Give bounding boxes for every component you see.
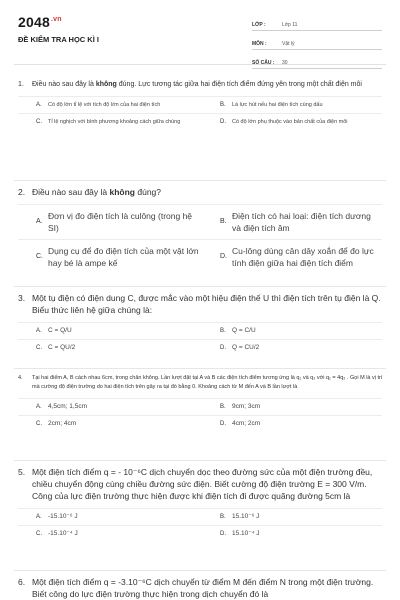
question-number: 4.	[18, 375, 23, 381]
option-text: -15.10⁻⁶ J	[48, 513, 78, 520]
option-letter: A.	[36, 102, 42, 108]
question-text: Một điện tích điểm q = - 10⁻⁶C dịch chuyển dọc theo đường sức của một điện trường đều, chiều chuyển động cùng chiều đường sức điện. Biết cường độ điện trường E = 300 V/m. Công của lực điện trường thực hiện được khi điện tích đi được quãng đường 5cm là	[32, 467, 373, 501]
option-b[interactable]	[202, 204, 382, 239]
question-text: Một điện tích điểm q = -3.10⁻⁶C dịch chuyển từ điểm M đến điểm N trong một điện trường. Biết công do lực điện trường thực hiện trong dịch chuyển đó là	[32, 577, 374, 599]
logo-domain: .vn	[50, 16, 62, 23]
option-letter: C.	[36, 531, 42, 537]
option-c[interactable]	[18, 415, 202, 432]
question-6	[18, 576, 384, 600]
option-text: Cu-lông dùng cân dây xoắn để đo lực tính điện giữa hai điện tích điểm	[232, 246, 374, 268]
options-grid	[18, 322, 384, 356]
meta-key: SỐ CÂU :	[252, 60, 275, 66]
stem-emphasis: không	[95, 81, 117, 88]
option-letter: A.	[36, 218, 43, 225]
site-logo[interactable]	[18, 14, 62, 30]
option-c[interactable]	[18, 339, 202, 356]
option-text: C = Q/U	[48, 327, 72, 334]
option-text: Dụng cụ để đo điện tích của một vật lớn hay bé là ampe kế	[48, 246, 199, 268]
option-letter: B.	[220, 218, 227, 225]
options-grid	[18, 96, 384, 130]
option-d[interactable]	[202, 113, 382, 130]
meta-row-count	[252, 53, 382, 69]
question-number: 1.	[18, 81, 24, 88]
meta-row-subject	[252, 34, 382, 50]
question-separator	[14, 180, 386, 181]
option-text: 15.10⁻⁴ J	[232, 530, 260, 537]
option-text: 15.10⁻⁶ J	[232, 513, 260, 520]
page-title: ĐỀ KIỂM TRA HỌC KÌ I	[18, 35, 99, 44]
option-b[interactable]	[202, 398, 382, 415]
question-stem	[18, 292, 384, 316]
option-text: Là lực hút nếu hai điện tích cùng dấu	[232, 102, 323, 108]
option-text: Q = CU/2	[232, 344, 260, 351]
option-text: Tỉ lệ nghịch với bình phương khoảng cách giữa chúng	[48, 119, 181, 125]
option-letter: A.	[36, 328, 42, 334]
option-a[interactable]	[18, 204, 202, 239]
stem-part: đúng?	[135, 187, 161, 197]
option-text: 4,5cm; 1,5cm	[48, 403, 88, 410]
option-letter: D.	[220, 345, 226, 351]
option-c[interactable]	[18, 239, 202, 274]
option-letter: A.	[36, 514, 42, 520]
question-number: 3.	[18, 293, 26, 303]
stem-part: Điều nào sau đây là	[32, 81, 96, 88]
meta-row-class	[252, 15, 382, 31]
option-c[interactable]	[18, 525, 202, 542]
option-letter: B.	[220, 102, 226, 108]
option-letter: D.	[220, 253, 227, 260]
option-text: 9cm; 3cm	[232, 403, 261, 410]
option-a[interactable]	[18, 96, 202, 113]
option-text: C = QU/2	[48, 344, 76, 351]
options-grid	[18, 398, 384, 432]
stem-emphasis: không	[109, 187, 135, 197]
option-d[interactable]	[202, 239, 382, 274]
meta-key: MÔN :	[252, 41, 267, 47]
option-a[interactable]	[18, 508, 202, 525]
option-text: Có độ lớn tỉ lệ với tích độ lớn của hai điện tích	[48, 102, 161, 108]
option-d[interactable]	[202, 525, 382, 542]
question-stem	[18, 576, 384, 600]
option-letter: B.	[220, 404, 226, 410]
question-stem	[18, 374, 384, 392]
question-5	[18, 466, 384, 542]
question-4	[18, 374, 384, 432]
option-letter: B.	[220, 514, 226, 520]
option-letter: C.	[36, 421, 42, 427]
question-stem	[18, 466, 384, 502]
option-letter: D.	[220, 531, 226, 537]
question-text	[32, 80, 362, 90]
option-d[interactable]	[202, 415, 382, 432]
option-text: -15.10⁻⁴ J	[48, 530, 78, 537]
question-text	[32, 186, 161, 198]
options-grid	[18, 508, 384, 542]
option-b[interactable]	[202, 96, 382, 113]
option-letter: C.	[36, 345, 42, 351]
question-3	[18, 292, 384, 356]
meta-value: 30	[282, 60, 288, 66]
meta-value: Lớp 11	[282, 22, 298, 28]
question-number: 6.	[18, 577, 26, 587]
option-text: Có độ lớn phụ thuộc vào bản chất của điện môi	[232, 119, 348, 125]
option-letter: D.	[220, 119, 226, 125]
question-separator	[14, 570, 386, 571]
meta-key: LỚP :	[252, 22, 266, 28]
option-letter: C.	[36, 119, 42, 125]
option-b[interactable]	[202, 508, 382, 525]
logo-text: 2048	[18, 14, 50, 30]
stem-part: đúng. Lực tương tác giữa hai điện tích điểm đứng yên trong một chất điện môi	[116, 81, 362, 88]
meta-value: Vật lý	[282, 41, 295, 47]
option-text: 2cm; 4cm	[48, 420, 77, 427]
question-separator	[14, 286, 386, 287]
question-text: Một tụ điện có điện dung C, được mắc vào một hiệu điện thế U thì điện tích trên tụ điện là Q. Biểu thức liên hệ giữa chúng là:	[32, 293, 381, 315]
question-1	[18, 80, 384, 130]
option-text: Q = C/U	[232, 327, 256, 334]
option-a[interactable]	[18, 398, 202, 415]
option-text: Điện tích có hai loại: điện tích dương và điện tích âm	[232, 211, 371, 233]
option-a[interactable]	[18, 322, 202, 339]
question-stem	[18, 80, 384, 90]
question-separator	[14, 368, 386, 369]
question-number: 2.	[18, 187, 26, 197]
option-letter: B.	[220, 328, 226, 334]
stem-part: Điều nào sau đây là	[32, 187, 110, 197]
option-b[interactable]	[202, 322, 382, 339]
options-grid	[18, 204, 384, 274]
option-d[interactable]	[202, 339, 382, 356]
option-letter: A.	[36, 404, 42, 410]
option-letter: C.	[36, 253, 43, 260]
question-number: 5.	[18, 467, 26, 477]
option-text: Đơn vị đo điện tích là culông (trong hệ SI)	[48, 211, 193, 233]
question-stem	[18, 186, 384, 198]
question-2	[18, 186, 384, 274]
question-text: Tại hai điểm A, B cách nhau 6cm, trong chân không. Lần lượt đặt tại A và B các điện tích điểm tương ứng là q₁ và q₂ với q₁ = 4q₂ . Gọi M là vị trí mà cường độ điện trường do hai điện tích trên gây ra tại đó bằng 0. Khoảng cách từ M đến A và B lần lượt là	[32, 375, 383, 390]
option-letter: D.	[220, 421, 226, 427]
option-c[interactable]	[18, 113, 202, 130]
question-separator	[14, 460, 386, 461]
header-divider	[14, 64, 386, 65]
option-text: 4cm; 2cm	[232, 420, 261, 427]
